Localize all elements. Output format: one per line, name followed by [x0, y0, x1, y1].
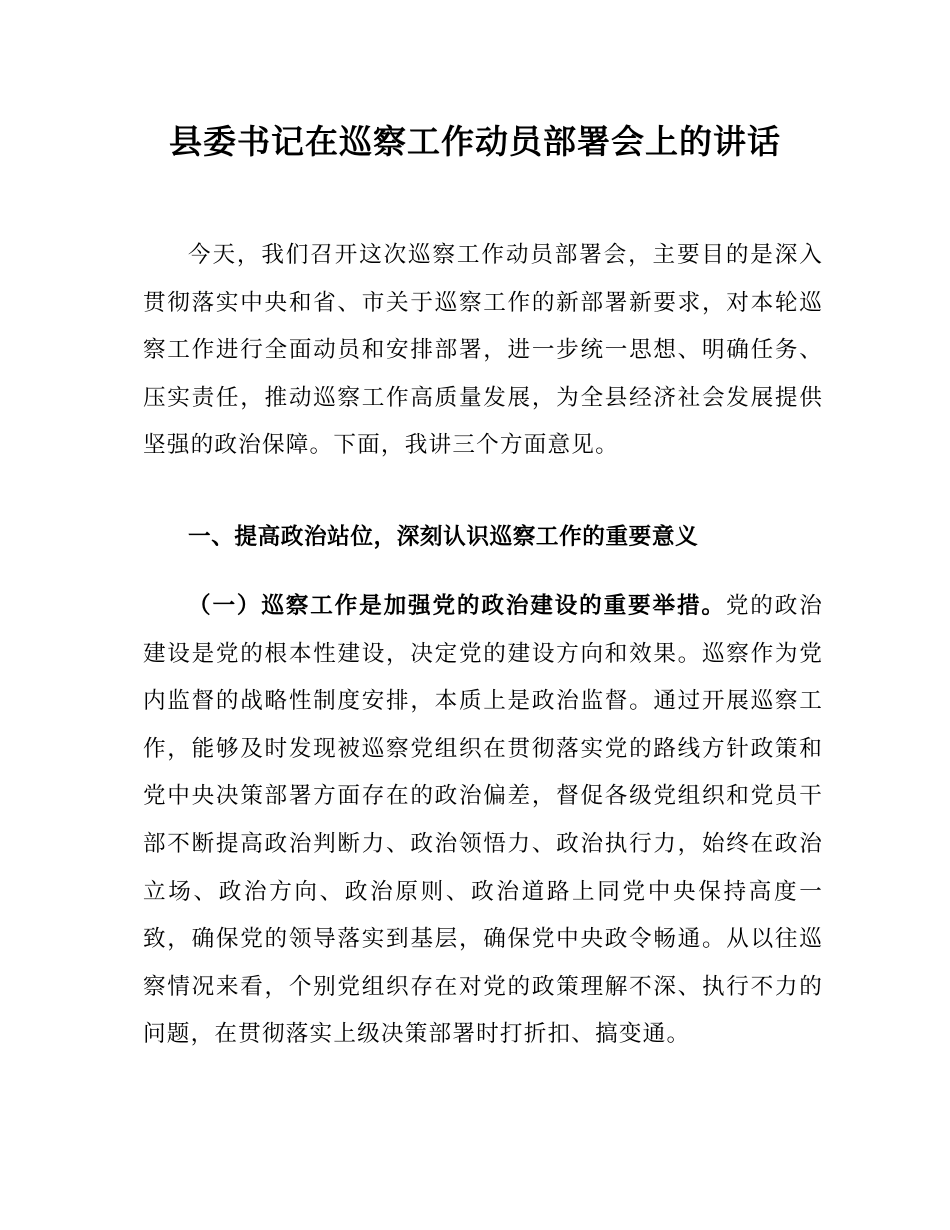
section-1-heading: 一、提高政治站位，深刻认识巡察工作的重要意义 [188, 524, 699, 550]
intro-paragraph: 今天，我们召开这次巡察工作动员部署会，主要目的是深入贯彻落实中央和省、市关于巡察工作的新部署新要求，对本轮巡察工作进行全面动员和安排部署，进一步统一思想、明确任务、压实责任，推动巡察工作高质量发展，为全县经济社会发展提供坚强的政治保障。下面，我讲三个方面意见。 [143, 242, 823, 459]
subsection-1-1-text: 党的政治建设是党的根本性建设，决定党的建设方向和效果。巡察作为党内监督的战略性制度安排，本质上是政治监督。通过开展巡察工作，能够及时发现被巡察党组织在贯彻落实党的路线方针政策和党中央决策部署方面存在的政治偏差，督促各级党组织和党员干部不断提高政治判断力、政治领悟力、政治执行力，始终在政治立场、政治方向、政治原则、政治道路上同党中央保持高度一致，确保党的领导落实到基层，确保党中央政令畅通。从以往巡察情况来看，个别党组织存在对党的政策理解不深、执行不力的问题，在贯彻落实上级决策部署时打折扣、搞变通。 [143, 593, 823, 1048]
subsection-1-1-paragraph [143, 583, 823, 1059]
document-title: 县委书记在巡察工作动员部署会上的讲话 [169, 122, 781, 161]
subsection-1-1-heading: （一）巡察工作是加强党的政治建设的重要举措。 [188, 593, 726, 619]
